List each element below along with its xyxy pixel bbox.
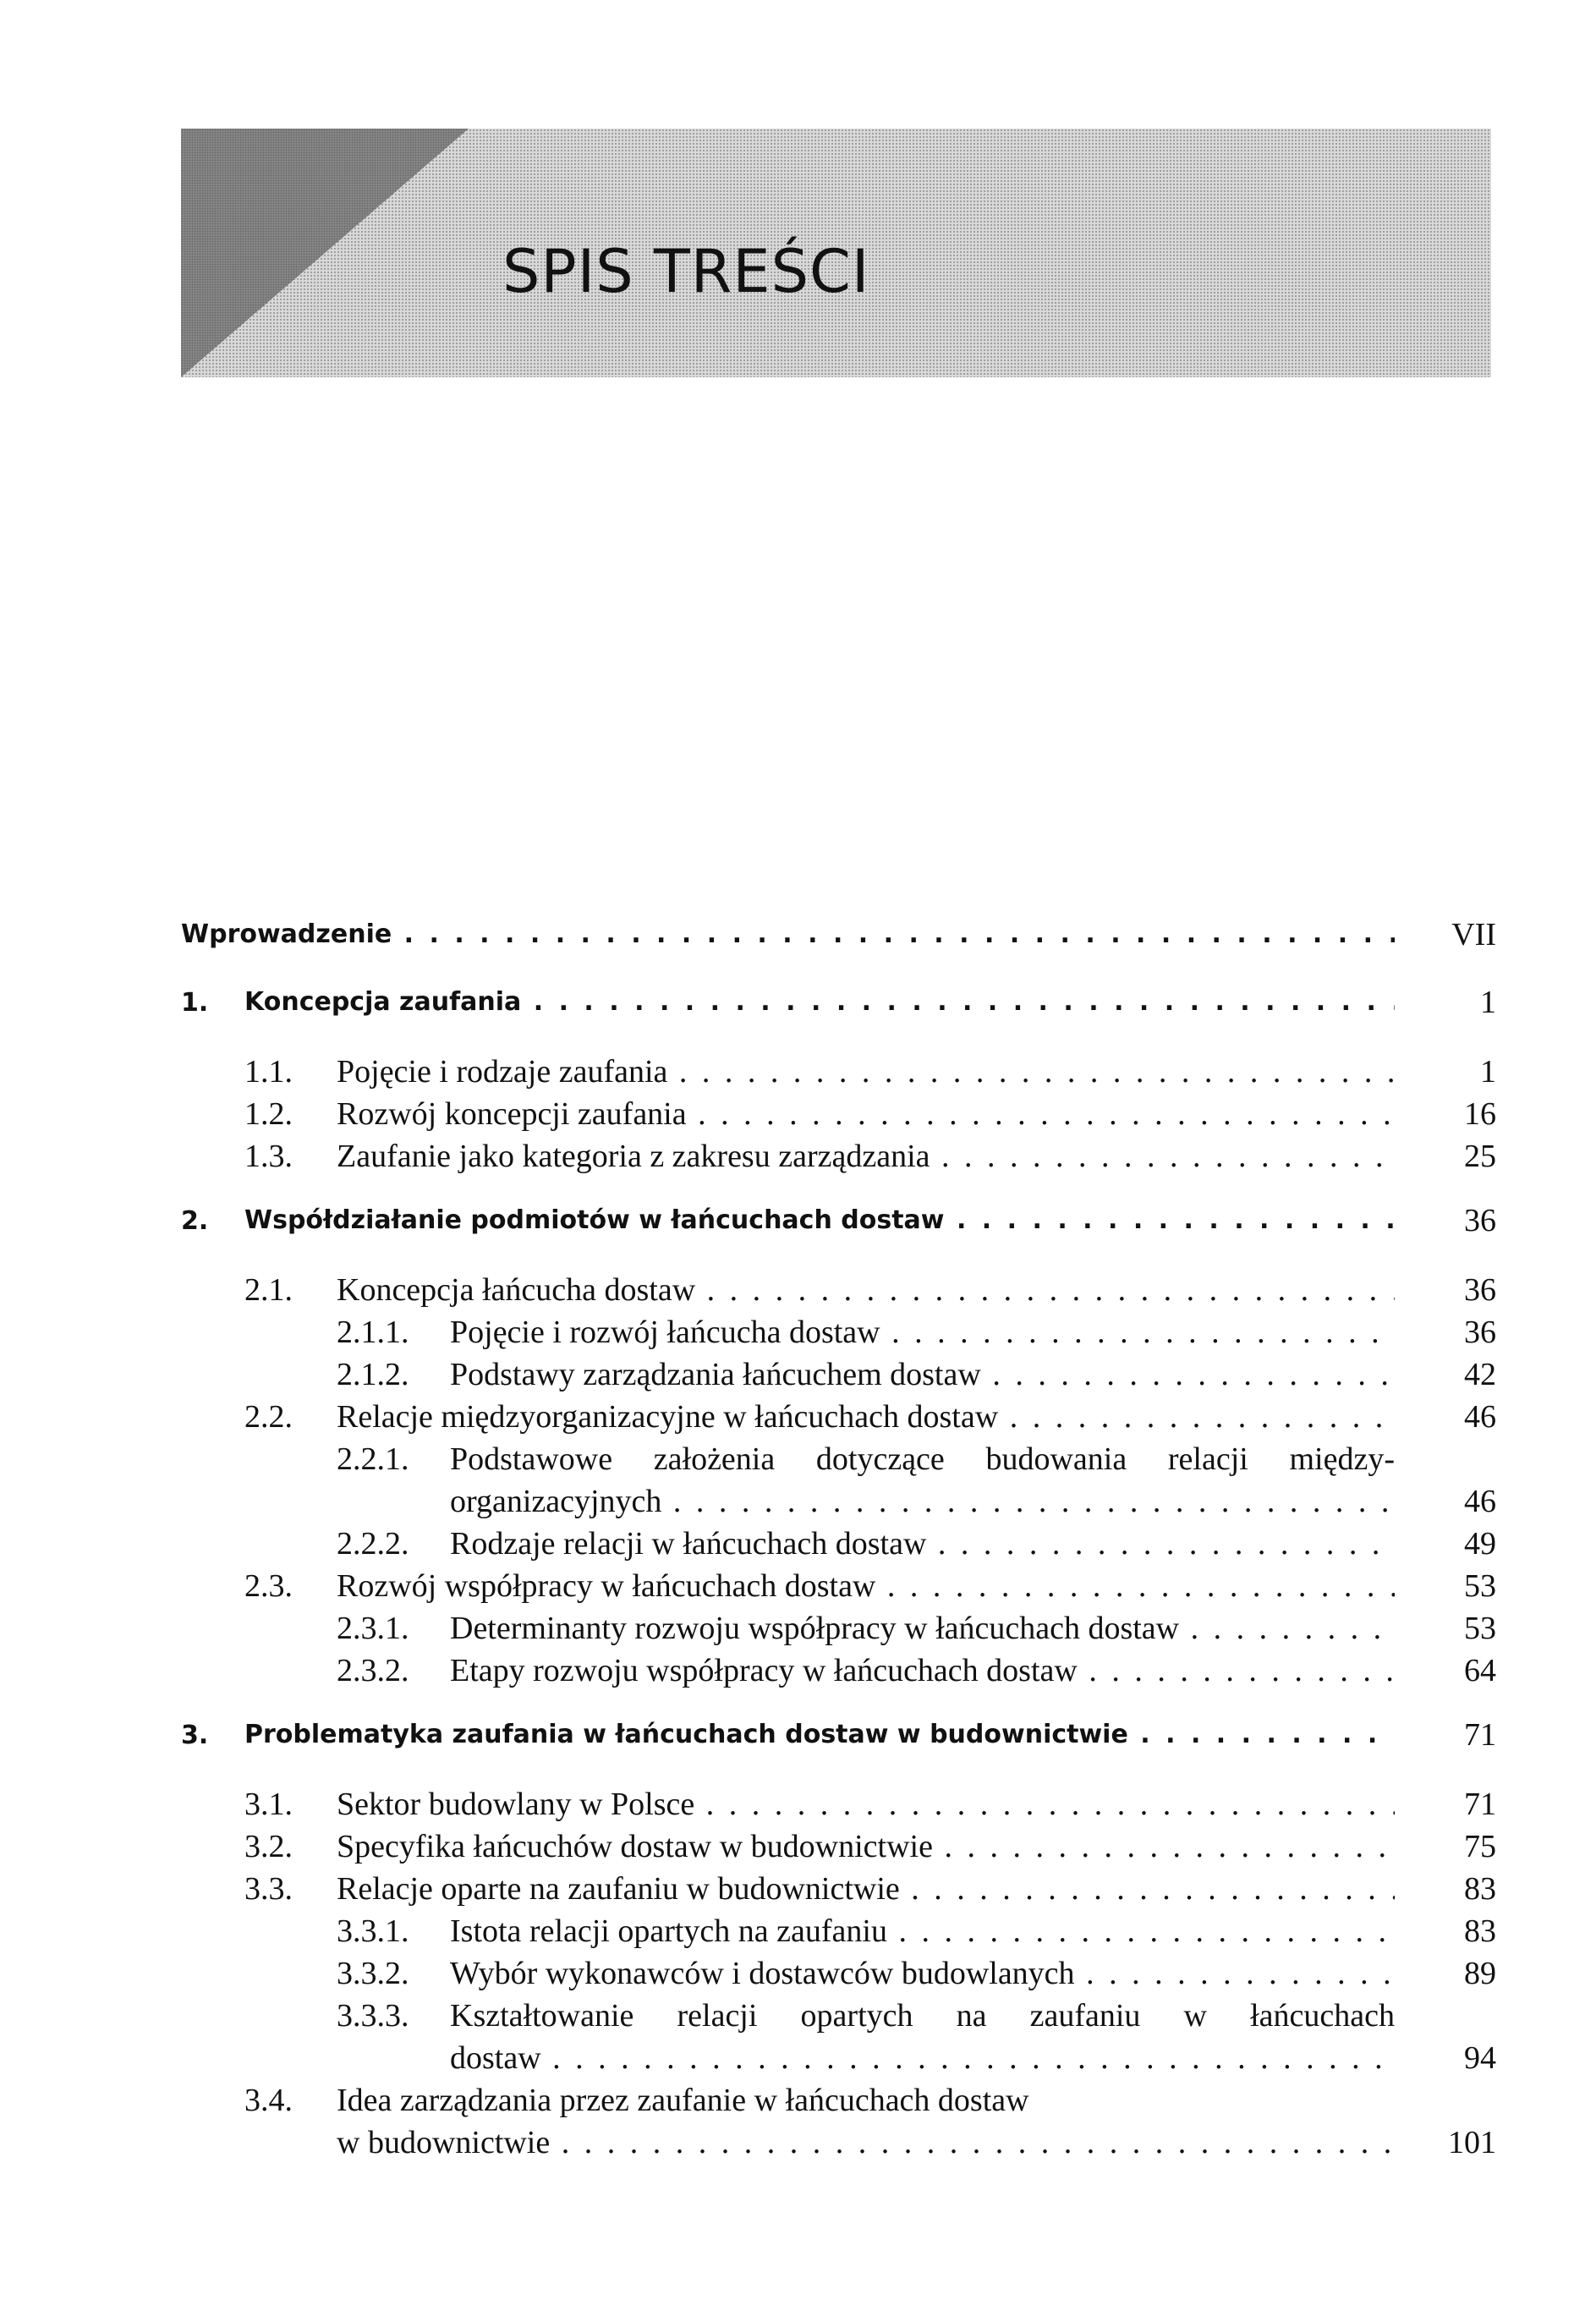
toc-entry-page: 36: [1464, 1272, 1496, 1308]
toc-entry-label: Wprowadzenie . . .: [181, 914, 1395, 956]
toc-entry-number: 2.2.: [244, 1399, 293, 1435]
toc-subsection-2-2-1-cont[interactable]: [181, 1480, 1496, 1528]
toc-section-1-1[interactable]: [181, 1051, 1496, 1098]
toc-entry-number: 1.: [181, 988, 209, 1018]
toc-entry-page: 1: [1480, 985, 1496, 1020]
toc-entry-label: Wybór wykonawców i dostawców budowlanych . . .: [450, 1952, 1395, 1995]
toc-subsection-2-3-2[interactable]: [181, 1650, 1496, 1697]
toc-entry-page: 53: [1464, 1611, 1496, 1646]
toc-section-3-4[interactable]: [181, 2079, 1496, 2127]
toc-entry-number: 2.1.2.: [337, 1357, 409, 1392]
toc-entry-page: 71: [1464, 1717, 1496, 1753]
toc-entry-page: 1: [1480, 1054, 1496, 1090]
toc-chapter-3[interactable]: [181, 1714, 1496, 1761]
toc-entry-number: 2.1.: [244, 1272, 293, 1308]
toc-section-2-1[interactable]: [181, 1269, 1496, 1316]
toc-entry-number: 1.1.: [244, 1054, 293, 1090]
toc-entry-page: 101: [1448, 2125, 1496, 2160]
toc-entry-number: 3.3.3.: [337, 1998, 409, 2034]
toc-entry-page: 16: [1464, 1096, 1496, 1132]
toc-entry-number: 3.1.: [244, 1787, 293, 1822]
toc-subsection-2-1-1[interactable]: [181, 1311, 1496, 1359]
toc-entry-page: 25: [1464, 1139, 1496, 1174]
toc-entry-page: 83: [1464, 1913, 1496, 1949]
toc-subsection-2-2-1[interactable]: [181, 1438, 1496, 1485]
toc-entry-label: Sektor budowlany w Polsce . . .: [337, 1783, 1395, 1825]
toc-entry-page: 75: [1464, 1829, 1496, 1864]
toc-entry-page: 36: [1464, 1315, 1496, 1350]
toc-entry-number: 3.: [181, 1721, 209, 1750]
toc-entry-page: 49: [1464, 1526, 1496, 1562]
toc-entry-number: 1.3.: [244, 1139, 293, 1174]
toc-entry-page: 83: [1464, 1871, 1496, 1907]
toc-entry-label: Etapy rozwoju współpracy w łańcuchach dostaw . . .: [450, 1650, 1395, 1692]
toc-entry-number: 2.: [181, 1206, 209, 1236]
toc-entry-number: 2.1.1.: [337, 1315, 409, 1350]
toc-entry-page: 53: [1464, 1568, 1496, 1604]
toc-entry-page: 94: [1464, 2040, 1496, 2076]
toc-entry-label: Relacje międzyorganizacyjne w łańcuchach dostaw . . .: [337, 1396, 1395, 1438]
toc-section-3-3[interactable]: [181, 1868, 1496, 1915]
toc-section-1-3[interactable]: [181, 1135, 1496, 1183]
toc-section-3-2[interactable]: [181, 1825, 1496, 1873]
banner-triangle: [181, 129, 469, 377]
toc-subsection-2-1-2[interactable]: [181, 1353, 1496, 1401]
toc-entry-label: Istota relacji opartych na zaufaniu . . .: [450, 1910, 1395, 1952]
toc-entry-page: 71: [1464, 1787, 1496, 1822]
toc-entry-label: Rozwój koncepcji zaufania . . .: [337, 1093, 1395, 1135]
toc-entry-number: 3.4.: [244, 2083, 293, 2118]
toc-section-2-2[interactable]: [181, 1396, 1496, 1443]
toc-entry-label: Determinanty rozwoju współpracy w łańcuchach dostaw . . .: [450, 1607, 1395, 1650]
toc-entry-number: 2.2.1.: [337, 1441, 409, 1477]
toc-section-3-4-cont[interactable]: [181, 2122, 1496, 2169]
toc-section-2-3[interactable]: [181, 1565, 1496, 1612]
toc-entry-label: Koncepcja łańcucha dostaw . . .: [337, 1269, 1395, 1311]
toc-entry-page: 64: [1464, 1653, 1496, 1688]
toc-entry-label: dostaw . . .: [450, 2037, 1395, 2079]
toc-entry-number: 3.3.1.: [337, 1913, 409, 1949]
header-banner: [181, 129, 1491, 377]
toc-entry-label: organizacyjnych . . .: [450, 1480, 1395, 1523]
toc-subsection-3-3-3[interactable]: [181, 1995, 1496, 2042]
toc-entry-label: Pojęcie i rodzaje zaufania . . .: [337, 1051, 1395, 1093]
toc-entry-number: 1.2.: [244, 1096, 293, 1132]
toc-entry-page: VII: [1451, 917, 1496, 952]
toc-entry-number: 2.3.2.: [337, 1653, 409, 1688]
toc-entry-number: 2.3.1.: [337, 1611, 409, 1646]
toc-entry-number: 2.2.2.: [337, 1526, 409, 1562]
toc-entry-label: w budownictwie . . .: [337, 2122, 1395, 2164]
toc-subsection-2-2-2[interactable]: [181, 1523, 1496, 1570]
toc-subsection-2-3-1[interactable]: [181, 1607, 1496, 1655]
toc-chapter-1[interactable]: [181, 981, 1496, 1029]
toc-entry-label: Rozwój współpracy w łańcuchach dostaw . . .: [337, 1565, 1395, 1607]
toc-entry-number: 3.2.: [244, 1829, 293, 1864]
toc-entry-label: Specyfika łańcuchów dostaw w budownictwie . . .: [337, 1825, 1395, 1868]
toc-entry-label: Relacje oparte na zaufaniu w budownictwie . . .: [337, 1868, 1395, 1910]
toc-entry-label-line1: Kształtowanie relacji opartych na zaufaniu w łańcuchach: [450, 1998, 1395, 2034]
toc-entry-label-line1: Podstawowe założenia dotyczące budowania relacji między-: [450, 1441, 1395, 1477]
toc-entry-label: Problematyka zaufania w łańcuchach dostaw w budownictwie . . .: [244, 1714, 1395, 1756]
toc-entry-page: 36: [1464, 1203, 1496, 1238]
toc-entry-label: Rodzaje relacji w łańcuchach dostaw . . .: [450, 1523, 1395, 1565]
toc-entry-label: Zaufanie jako kategoria z zakresu zarządzania . . .: [337, 1135, 1395, 1177]
toc-subsection-3-3-3-cont[interactable]: [181, 2037, 1496, 2084]
toc-chapter-2[interactable]: [181, 1199, 1496, 1247]
page-title: SPIS TREŚCI: [502, 237, 870, 306]
toc-entry-intro[interactable]: [181, 914, 1496, 961]
toc-entry-number: 2.3.: [244, 1568, 293, 1604]
toc-entry-number: 3.3.2.: [337, 1956, 409, 1991]
toc-entry-page: 42: [1464, 1357, 1496, 1392]
toc-subsection-3-3-2[interactable]: [181, 1952, 1496, 2000]
toc-entry-page: 46: [1464, 1399, 1496, 1435]
toc-entry-label-line1: Idea zarządzania przez zaufanie w łańcuchach dostaw: [337, 2083, 1029, 2118]
toc-entry-page: 46: [1464, 1484, 1496, 1519]
toc-entry-label: Pojęcie i rozwój łańcucha dostaw . . .: [450, 1311, 1395, 1353]
toc-entry-label: Podstawy zarządzania łańcuchem dostaw . . .: [450, 1353, 1395, 1396]
toc-entry-label: Koncepcja zaufania . . .: [244, 981, 1395, 1024]
toc-entry-label: Współdziałanie podmiotów w łańcuchach dostaw . . .: [244, 1199, 1395, 1242]
toc-entry-page: 89: [1464, 1956, 1496, 1991]
toc-entry-number: 3.3.: [244, 1871, 293, 1907]
toc-section-1-2[interactable]: [181, 1093, 1496, 1140]
toc-section-3-1[interactable]: [181, 1783, 1496, 1831]
toc-subsection-3-3-1[interactable]: [181, 1910, 1496, 1957]
